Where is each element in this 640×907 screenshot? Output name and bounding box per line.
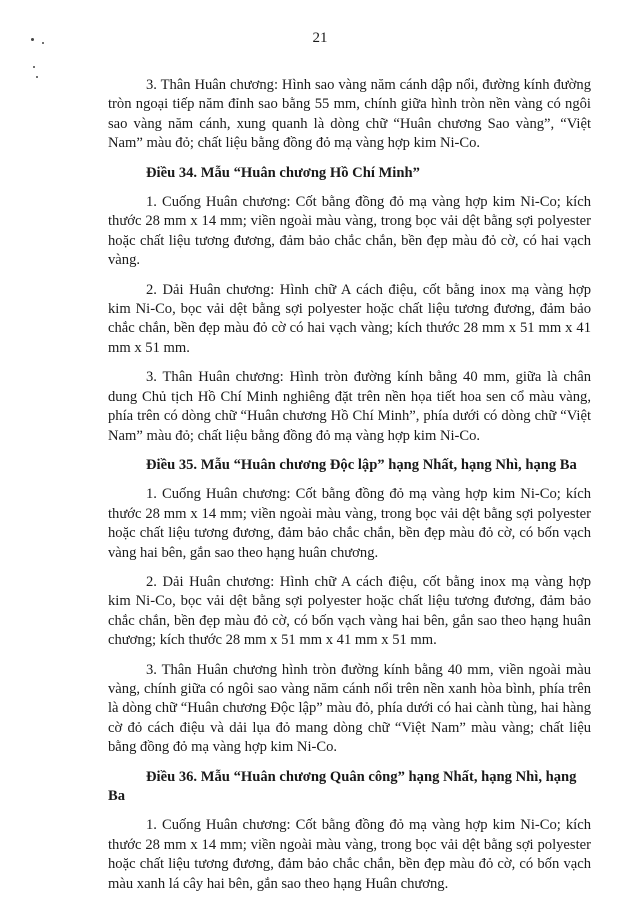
article-heading: Điều 34. Mẫu “Huân chương Hồ Chí Minh” bbox=[146, 164, 420, 181]
article-heading: Điều 36. Mẫu “Huân chương Quân công” hạng Nhất, hạng Nhì, hạng Ba bbox=[108, 768, 577, 804]
paragraph: 3. Thân Huân chương hình tròn đường kính bằng 40 mm, viền ngoài màu vàng, chính giữa có ngôi sao vàng năm cánh nổi trên nền xanh hòa bình, phía trên là dòng chữ “Huân chương Độc lập” màu đỏ, phía dưới có hai cành tùng, hai hàng cờ đỏ cách điệu và dải lụa đỏ mang dòng chữ “Việt Nam” màu vàng; chất liệu bằng đồng đỏ mạ vàng hợp kim Ni-Co. bbox=[108, 661, 591, 756]
scan-speck bbox=[36, 76, 38, 78]
scan-speck bbox=[31, 38, 34, 41]
paragraph: 1. Cuống Huân chương: Cốt bằng đồng đỏ mạ vàng hợp kim Ni-Co; kích thước 28 mm x 14 mm; viền ngoài màu vàng, trong bọc vải dệt bằng sợi polyester hoặc chất liệu tương đương, đảm bảo chắc chắn, bền đẹp màu đỏ cờ, có hai vạch vàng. bbox=[108, 194, 591, 269]
scan-speck bbox=[33, 66, 35, 68]
paragraph: 3. Thân Huân chương: Hình tròn đường kính bằng 40 mm, giữa là chân dung Chủ tịch Hồ Chí Minh nghiêng đặt trên nền họa tiết hoa sen cổ màu vàng, phía trên có dòng chữ “Huân chương Hồ Chí Minh”, phía dưới có dòng chữ “Việt Nam” màu đỏ; chất liệu bằng đồng đỏ mạ vàng hợp kim Ni-Co. bbox=[108, 369, 591, 444]
paragraph: 2. Dải Huân chương: Hình chữ A cách điệu, cốt bằng inox mạ vàng hợp kim Ni-Co, bọc vải dệt bằng sợi polyester hoặc chất liệu tương đương, đảm bảo chắc chắn, bền đẹp màu đỏ cờ, có bốn vạch vàng hai bên, gắn sao theo hạng huân chương; kích thước 28 mm x 51 mm x 41 mm x 51 mm. bbox=[108, 573, 591, 649]
document-body bbox=[108, 76, 591, 904]
scan-speck bbox=[42, 42, 44, 44]
paragraph: 1. Cuống Huân chương: Cốt bằng đồng đỏ mạ vàng hợp kim Ni-Co; kích thước 28 mm x 14 mm; viền ngoài màu vàng, trong bọc vải dệt bằng sợi polyester hoặc chất liệu tương đương, đảm bảo chắc chắn, bền đẹp màu đỏ cờ, có bốn vạch vàng hai bên, gắn sao theo hạng huân chương. bbox=[108, 486, 591, 561]
paragraph: 1. Cuống Huân chương: Cốt bằng đồng đỏ mạ vàng hợp kim Ni-Co; kích thước 28 mm x 14 mm; viền ngoài màu vàng, trong bọc vải dệt bằng sợi polyester hoặc chất liệu tương đương, đảm bảo chắc chắn, bền đẹp màu đỏ cờ, có bốn vạch màu xanh lá cây hai bên, gắn sao theo hạng Huân chương. bbox=[108, 817, 591, 892]
paragraph: 3. Thân Huân chương: Hình sao vàng năm cánh dập nổi, đường kính đường tròn ngoại tiếp năm đỉnh sao bằng 55 mm, chính giữa hình tròn nền vàng có ngôi sao vàng năm cánh, xung quanh là dòng chữ “Huân chương Sao vàng”, “Việt Nam” màu đỏ; chất liệu bằng đồng đỏ mạ vàng hợp kim Ni-Co. bbox=[108, 77, 591, 152]
paragraph: 2. Dải Huân chương: Hình chữ A cách điệu, cốt bằng inox mạ vàng hợp kim Ni-Co, bọc vải dệt bằng sợi polyester hoặc chất liệu tương đương, đảm bảo chắc chắn, bền đẹp màu đỏ cờ có hai vạch vàng; kích thước 28 mm x 51 mm x 41 mm x 51 mm. bbox=[108, 281, 591, 356]
article-heading: Điều 35. Mẫu “Huân chương Độc lập” hạng Nhất, hạng Nhì, hạng Ba bbox=[146, 456, 577, 473]
page-number: 21 bbox=[312, 30, 328, 46]
